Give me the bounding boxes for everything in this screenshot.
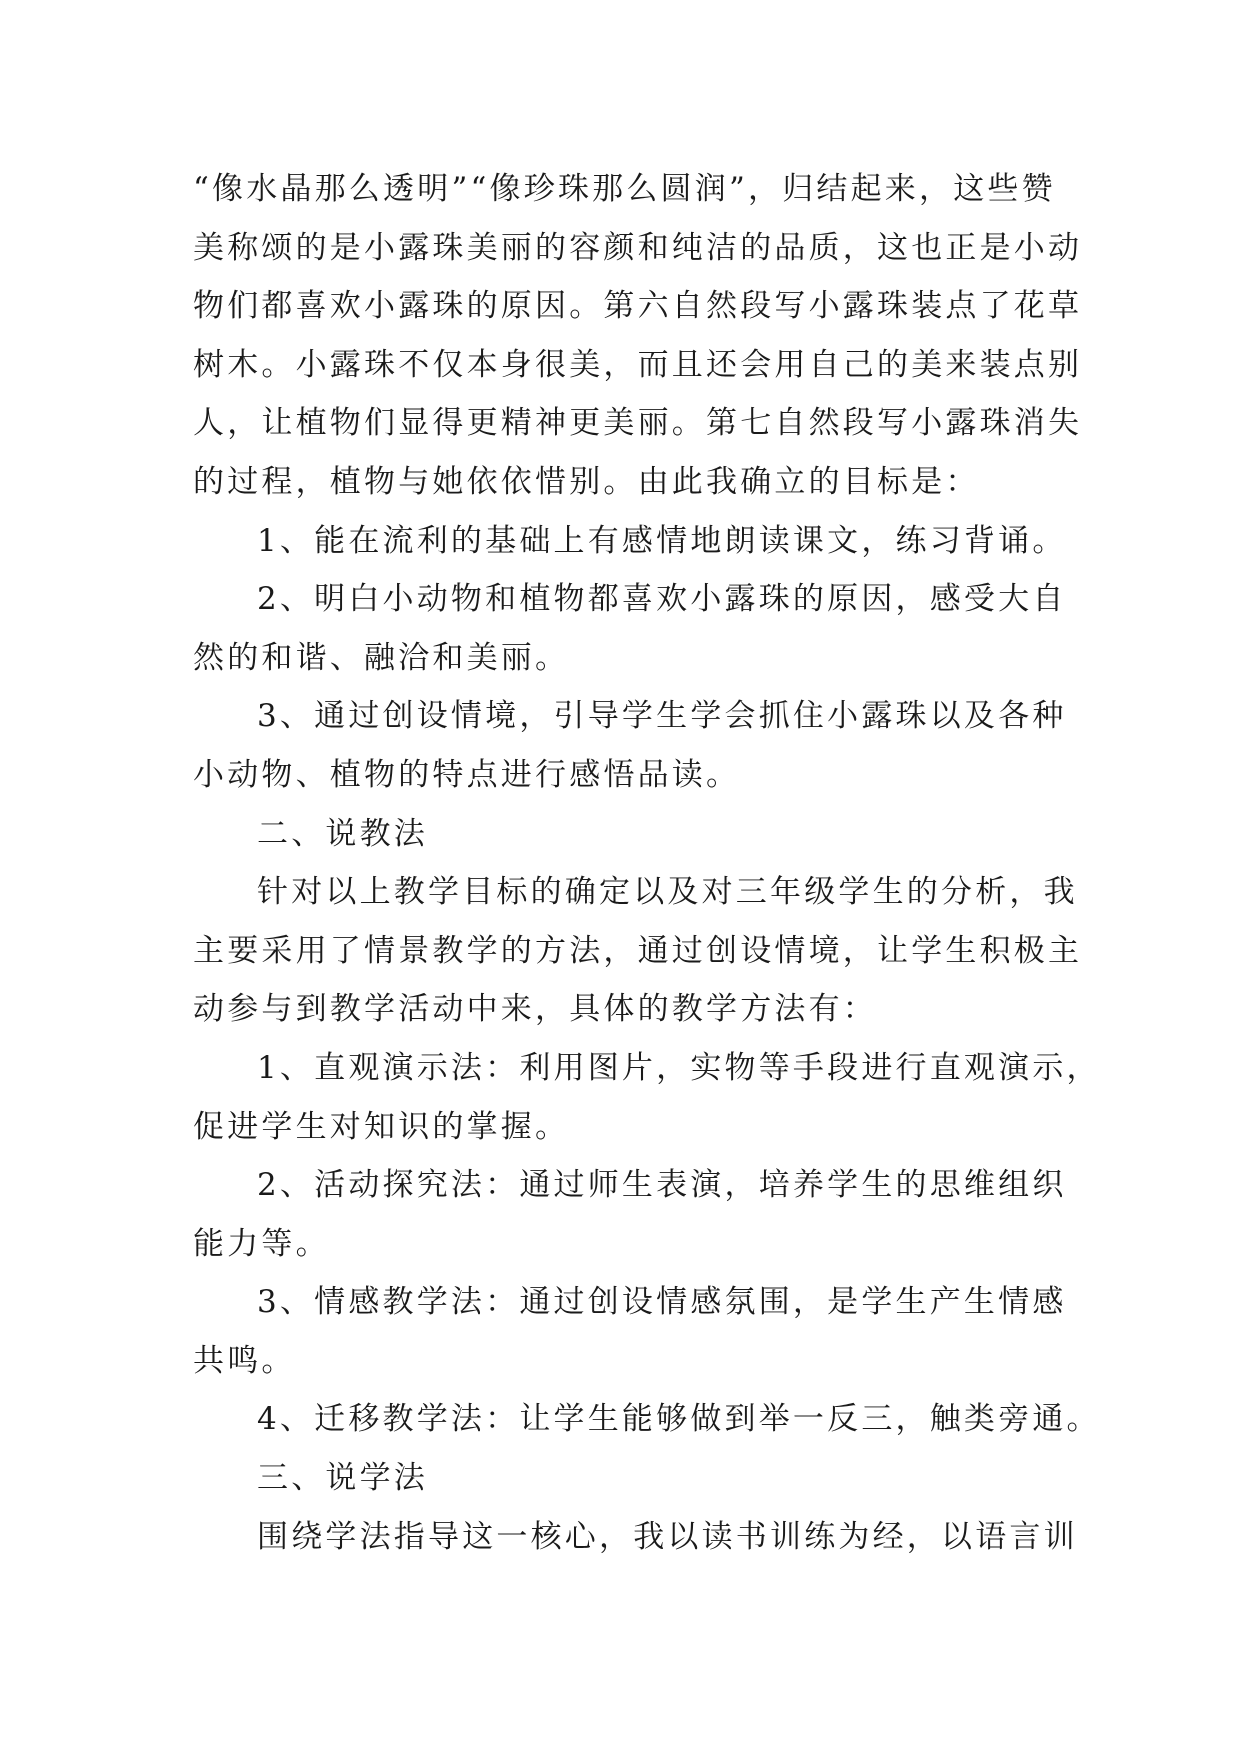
text-line: “像水晶那么透明”“像珍珠那么圆润”，归结起来，这些赞: [193, 171, 1056, 207]
text-line: 三、说学法: [257, 1460, 428, 1497]
text-line: 1、能在流利的基础上有感情地朗读课文，练习背诵。: [257, 522, 1067, 559]
text-line: 树木。小露珠不仅本身很美，而且还会用自己的美来装点别: [193, 346, 1083, 383]
text-line: 小动物、植物的特点进行感悟品读。: [193, 756, 741, 793]
text-line: 针对以上教学目标的确定以及对三年级学生的分析，我: [257, 874, 1078, 911]
text-line: 动参与到教学活动中来，具体的教学方法有：: [193, 991, 877, 1028]
text-line: 促进学生对知识的掌握。: [193, 1108, 570, 1145]
document-body: [193, 160, 1101, 1566]
text-line: 物们都喜欢小露珠的原因。第六自然段写小露珠装点了花草: [193, 288, 1083, 325]
text-line: 2、明白小动物和植物都喜欢小露珠的原因，感受大自: [257, 581, 1067, 618]
text-line: 共鸣。: [193, 1342, 296, 1379]
text-line: 人，让植物们显得更精神更美丽。第七自然段写小露珠消失: [193, 405, 1083, 442]
text-line: 二、说教法: [257, 815, 428, 852]
text-line: 3、通过创设情境，引导学生学会抓住小露珠以及各种: [257, 698, 1067, 735]
text-line: 围绕学法指导这一核心，我以读书训练为经，以语言训: [257, 1518, 1078, 1555]
text-line: 然的和谐、融洽和美丽。: [193, 639, 570, 676]
text-line: 主要采用了情景教学的方法，通过创设情境，让学生积极主: [193, 932, 1083, 969]
text-line: 3、情感教学法：通过创设情感氛围，是学生产生情感: [257, 1284, 1067, 1321]
text-line: 美称颂的是小露珠美丽的容颜和纯洁的品质，这也正是小动: [193, 229, 1083, 266]
text-line: 4、迁移教学法：让学生能够做到举一反三，触类旁通。: [257, 1401, 1101, 1438]
text-line: 2、活动探究法：通过师生表演，培养学生的思维组织: [257, 1167, 1067, 1204]
text-line: 能力等。: [193, 1225, 330, 1262]
text-line: 的过程，植物与她依依惜别。由此我确立的目标是：: [193, 463, 980, 500]
text-line: 1、直观演示法：利用图片，实物等手段进行直观演示，: [257, 1049, 1101, 1086]
